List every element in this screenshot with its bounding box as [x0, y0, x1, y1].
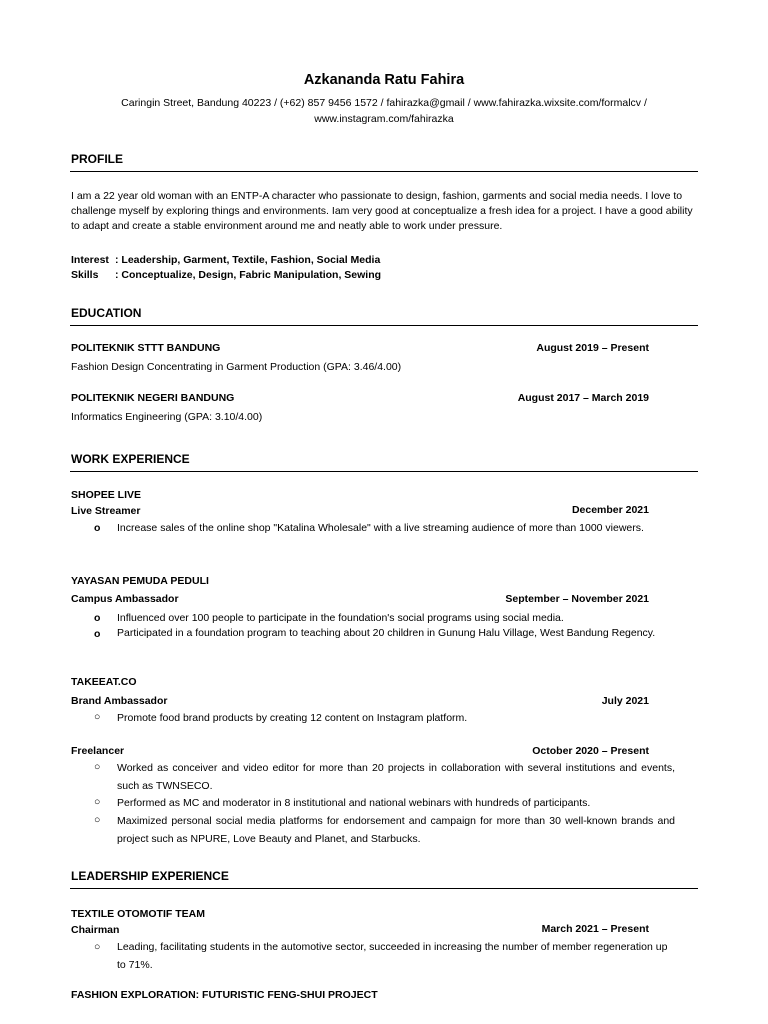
- interest-value: : Leadership, Garment, Textile, Fashion, Social Media: [115, 254, 381, 266]
- profile-divider: [70, 171, 698, 172]
- job-2-date: September – November 2021: [505, 593, 649, 605]
- education-divider: [70, 325, 698, 326]
- job-1-role: Live Streamer: [71, 505, 141, 517]
- work-heading: WORK EXPERIENCE: [71, 452, 190, 466]
- education-date-1: August 2019 – Present: [536, 342, 649, 354]
- job-4-bullet-1: Worked as conceiver and video editor for more than 20 projects in collaboration with several institutions and events, such as TWNSECO.: [117, 762, 675, 792]
- leadership-1-role: Chairman: [71, 924, 120, 936]
- bullet-icon: ○: [94, 941, 101, 953]
- skills-value: : Conceptualize, Design, Fabric Manipulation, Sewing: [115, 269, 382, 281]
- leadership-1-org: TEXTILE OTOMOTIF TEAM: [71, 908, 205, 920]
- job-1-date: December 2021: [571, 504, 649, 516]
- job-3-date: July 2021: [601, 695, 649, 707]
- education-detail-1: Fashion Design Concentrating in Garment Production (GPA: 3.46/4.00): [71, 361, 402, 373]
- job-2-role: Campus Ambassador: [71, 593, 179, 605]
- leadership-1-date: March 2021 – Present: [541, 923, 649, 935]
- job-4-bullet-2: Performed as MC and moderator in 8 institutional and national webinars with hundreds of participants.: [117, 797, 591, 809]
- skills-row: [71, 269, 381, 281]
- work-divider: [70, 471, 698, 472]
- job-1-bullet-1: Increase sales of the online shop "Katalina Wholesale" with a live streaming audience of more than 1000 viewers.: [117, 522, 644, 534]
- skills-label: Skills: [71, 269, 99, 281]
- bullet-icon: ○: [94, 814, 101, 826]
- leadership-heading: LEADERSHIP EXPERIENCE: [71, 869, 229, 883]
- leadership-2-org: FASHION EXPLORATION: FUTURISTIC FENG-SHUI PROJECT: [71, 989, 378, 1001]
- job-4-role: Freelancer: [71, 745, 125, 757]
- interest-label: Interest: [71, 254, 109, 266]
- job-4-date: October 2020 – Present: [532, 745, 649, 757]
- job-3-role: Brand Ambassador: [71, 695, 168, 707]
- job-2-bullet-1: Influenced over 100 people to participate in the foundation's social programs using social media.: [117, 612, 564, 624]
- bullet-icon: ○: [94, 761, 101, 773]
- leadership-1-bullet-1: Leading, facilitating students in the automotive sector, succeeded in increasing the number of member regeneration up to 71%.: [117, 941, 668, 971]
- leadership-divider: [70, 888, 698, 889]
- education-heading: EDUCATION: [71, 306, 142, 320]
- education-school-1: POLITEKNIK STTT BANDUNG: [71, 342, 221, 354]
- interest-row: [71, 254, 380, 266]
- bullet-icon: o: [94, 522, 101, 534]
- job-1-org: SHOPEE LIVE: [71, 489, 142, 501]
- contact-line-1: Caringin Street, Bandung 40223 / (+62) 857 9456 1572 / fahirazka@gmail / www.fahirazka.wixsite.com/formalcv /: [121, 97, 647, 109]
- education-date-2: August 2017 – March 2019: [517, 392, 649, 404]
- candidate-name: Azkananda Ratu Fahira: [303, 72, 465, 88]
- job-3-org: TAKEEAT.CO: [71, 676, 137, 688]
- bullet-icon: o: [94, 612, 101, 624]
- profile-heading: PROFILE: [71, 152, 124, 166]
- job-3-bullet-1: Promote food brand products by creating 12 content on Instagram platform.: [117, 712, 468, 724]
- profile-text: I am a 22 year old woman with an ENTP-A character who passionate to design, fashion, garments and social media needs. I love to challenge myself by exploring things and environments. Iam very good at conceptualize a fresh idea for a project. I have a good ability to adapt and create a stable environment around me and neatly able to work under pressure.: [71, 190, 693, 232]
- education-detail-2: Informatics Engineering (GPA: 3.10/4.00): [71, 411, 263, 423]
- contact-info: [60, 96, 708, 127]
- bullet-icon: o: [94, 628, 101, 640]
- bullet-icon: ○: [94, 796, 101, 808]
- job-2-bullet-2: Participated in a foundation program to teaching about 20 children in Gunung Halu Village, West Bandung Regency.: [117, 627, 656, 639]
- contact-line-2: www.instagram.com/fahirazka: [314, 112, 454, 125]
- education-school-2: POLITEKNIK NEGERI BANDUNG: [71, 392, 235, 404]
- job-4-bullet-3: Maximized personal social media platforms for endorsement and campaign for more than 30 well-known brands and project such as NPURE, Love Beauty and Planet, and Starbucks.: [117, 815, 675, 845]
- job-2-org: YAYASAN PEMUDA PEDULI: [71, 575, 209, 587]
- bullet-icon: ○: [94, 711, 101, 723]
